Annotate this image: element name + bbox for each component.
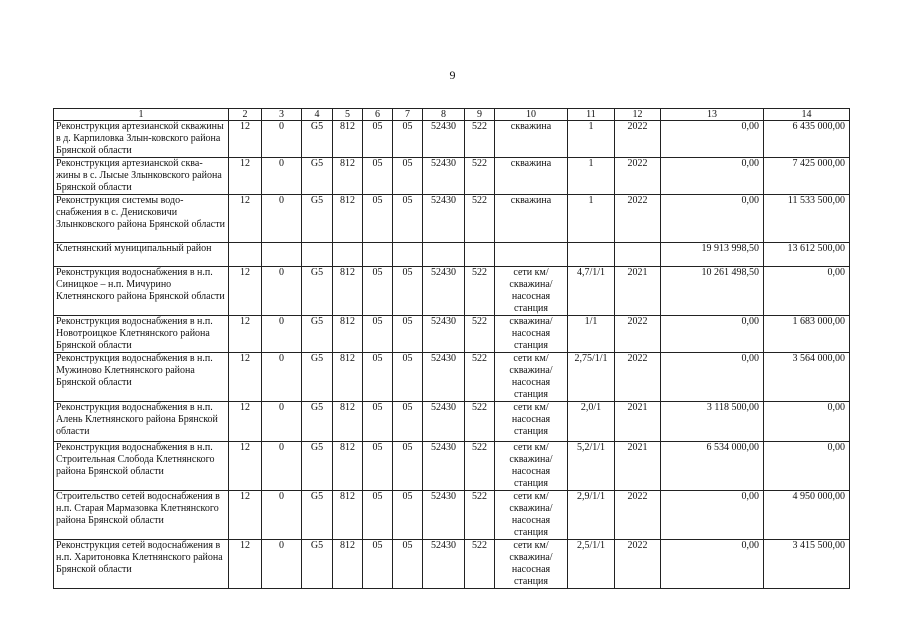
table-row [54,316,850,353]
table-row [54,195,850,243]
cell-code: 522 [465,195,495,243]
cell-code: 52430 [423,316,465,353]
cell-code: 812 [333,121,363,158]
cell-code [393,243,423,267]
table-row [54,402,850,442]
cell-code: 522 [465,442,495,491]
cell-capacity: 1 [568,121,615,158]
cell-capacity: 4,7/1/1 [568,267,615,316]
cell-amount: 7 425 000,00 [764,158,850,195]
cell-code: 12 [229,267,262,316]
cell-capacity [568,243,615,267]
cell-code: 05 [363,267,393,316]
column-header: 4 [302,109,333,121]
cell-code: 05 [393,540,423,589]
cell-code: 812 [333,442,363,491]
cell-code: 0 [262,540,302,589]
cell-code: 52430 [423,353,465,402]
cell-code: 0 [262,267,302,316]
table-row [54,540,850,589]
cell-capacity: 1/1 [568,316,615,353]
column-header: 1 [54,109,229,121]
cell-amount: 4 950 000,00 [764,491,850,540]
cell-amount: 0,00 [661,158,764,195]
cell-capacity: 2,9/1/1 [568,491,615,540]
cell-code: 52430 [423,121,465,158]
cell-unit: скважина/ насосная станция [495,316,568,353]
table-row [54,243,850,267]
column-header: 5 [333,109,363,121]
cell-amount: 0,00 [661,195,764,243]
cell-code [302,243,333,267]
row-name: Реконструкция артезианской сква-жины в с. Лысые Злынковского района Брянской области [54,158,229,195]
cell-code: 522 [465,158,495,195]
cell-code: 812 [333,491,363,540]
column-header: 8 [423,109,465,121]
cell-code: 812 [333,195,363,243]
cell-code: G5 [302,353,333,402]
cell-code: 522 [465,540,495,589]
column-header: 3 [262,109,302,121]
cell-code: 0 [262,442,302,491]
cell-unit [495,243,568,267]
column-header: 12 [615,109,661,121]
table-row [54,442,850,491]
cell-year: 2022 [615,121,661,158]
cell-unit: скважина [495,195,568,243]
row-name: Реконструкция водоснабжения в н.п. Мужиново Клетнянского района Брянской области [54,353,229,402]
cell-code: G5 [302,442,333,491]
column-header: 14 [764,109,850,121]
cell-amount: 6 534 000,00 [661,442,764,491]
row-name: Реконструкция системы водо-снабжения в с. Денисковичи Злынковского района Брянской области [54,195,229,243]
row-name: Реконструкция сетей водоснабжения в н.п. Харитоновка Клетнянского района Брянской области [54,540,229,589]
cell-code: G5 [302,121,333,158]
cell-year: 2022 [615,491,661,540]
cell-unit: сети км/ скважина/ насосная станция [495,353,568,402]
table-row [54,491,850,540]
cell-code: 05 [393,158,423,195]
cell-code: 0 [262,195,302,243]
cell-year: 2022 [615,540,661,589]
cell-code: 0 [262,158,302,195]
row-name: Реконструкция водоснабжения в н.п. Синицкое – н.п. Мичурино Клетнянского района Брянской области [54,267,229,316]
row-name: Клетнянский муниципальный район [54,243,229,267]
cell-year: 2022 [615,195,661,243]
cell-capacity: 2,0/1 [568,402,615,442]
cell-year: 2022 [615,316,661,353]
column-header: 13 [661,109,764,121]
cell-code: 05 [363,540,393,589]
cell-code: 52430 [423,158,465,195]
cell-code: 12 [229,316,262,353]
cell-code: 05 [393,353,423,402]
cell-code: 05 [393,402,423,442]
cell-unit: сети км/ скважина/ насосная станция [495,267,568,316]
cell-unit: сети км/ насосная станция [495,402,568,442]
cell-code: 0 [262,121,302,158]
cell-unit: сети км/ скважина/ насосная станция [495,442,568,491]
cell-unit: скважина [495,158,568,195]
cell-code: G5 [302,402,333,442]
cell-year: 2022 [615,353,661,402]
cell-code: 05 [393,195,423,243]
cell-code: 52430 [423,195,465,243]
cell-unit: сети км/ скважина/ насосная станция [495,491,568,540]
cell-code: 52430 [423,540,465,589]
cell-amount: 6 435 000,00 [764,121,850,158]
cell-code [229,243,262,267]
cell-code: 05 [363,121,393,158]
column-header: 9 [465,109,495,121]
row-name: Строительство сетей водоснабжения в н.п. Старая Мармазовка Клетнянского района Брянской области [54,491,229,540]
cell-code: 05 [363,195,393,243]
cell-capacity: 2,75/1/1 [568,353,615,402]
cell-year: 2022 [615,158,661,195]
cell-code: 522 [465,353,495,402]
cell-year: 2021 [615,267,661,316]
cell-code: 0 [262,402,302,442]
cell-code: 522 [465,402,495,442]
cell-amount: 0,00 [661,316,764,353]
cell-code: 12 [229,402,262,442]
column-header: 2 [229,109,262,121]
cell-amount: 10 261 498,50 [661,267,764,316]
cell-capacity: 2,5/1/1 [568,540,615,589]
cell-code: 0 [262,353,302,402]
cell-code: 0 [262,491,302,540]
cell-code: 05 [363,158,393,195]
cell-code: 812 [333,353,363,402]
cell-amount: 3 118 500,00 [661,402,764,442]
cell-code: 522 [465,491,495,540]
cell-code: G5 [302,195,333,243]
row-name: Реконструкция артезианской скважины в д. Карпиловка Злын-ковского района Брянской области [54,121,229,158]
investment-table [53,108,850,589]
row-name: Реконструкция водоснабжения в н.п. Строительная Слобода Клетнянского района Брянской области [54,442,229,491]
cell-code: 05 [393,267,423,316]
cell-code: 12 [229,158,262,195]
cell-code: 12 [229,491,262,540]
cell-amount: 1 683 000,00 [764,316,850,353]
cell-code: 52430 [423,442,465,491]
column-header: 11 [568,109,615,121]
cell-code: 05 [363,402,393,442]
cell-code: G5 [302,540,333,589]
cell-amount: 0,00 [764,402,850,442]
cell-code [423,243,465,267]
cell-code: 05 [363,316,393,353]
cell-amount: 0,00 [661,540,764,589]
cell-code: 522 [465,121,495,158]
cell-code: 522 [465,267,495,316]
row-name: Реконструкция водоснабжения в н.п. Алень Клетнянского района Брянской области [54,402,229,442]
cell-code: 12 [229,540,262,589]
column-header: 7 [393,109,423,121]
page-number: 9 [449,68,456,82]
cell-amount: 0,00 [661,353,764,402]
table-row [54,121,850,158]
table-row [54,267,850,316]
cell-code: 05 [363,353,393,402]
cell-code: 52430 [423,402,465,442]
cell-code: 812 [333,540,363,589]
cell-code: 812 [333,402,363,442]
cell-year [615,243,661,267]
cell-amount: 0,00 [764,442,850,491]
cell-amount: 11 533 500,00 [764,195,850,243]
cell-code: G5 [302,267,333,316]
cell-code: 05 [393,121,423,158]
cell-code [262,243,302,267]
cell-code: 05 [363,491,393,540]
cell-capacity: 1 [568,195,615,243]
cell-code: G5 [302,491,333,540]
cell-code: 812 [333,267,363,316]
cell-amount: 13 612 500,00 [764,243,850,267]
cell-code: 12 [229,353,262,402]
cell-amount: 0,00 [661,491,764,540]
header-row [54,109,850,121]
cell-amount: 3 415 500,00 [764,540,850,589]
table-row [54,158,850,195]
cell-code: 522 [465,316,495,353]
cell-code: 812 [333,158,363,195]
column-header: 6 [363,109,393,121]
cell-year: 2021 [615,402,661,442]
cell-capacity: 5,2/1/1 [568,442,615,491]
cell-code: G5 [302,316,333,353]
cell-code: 52430 [423,267,465,316]
cell-year: 2021 [615,442,661,491]
cell-code: 812 [333,316,363,353]
cell-amount: 19 913 998,50 [661,243,764,267]
column-header: 10 [495,109,568,121]
cell-amount: 0,00 [661,121,764,158]
cell-code: 05 [363,442,393,491]
cell-code [465,243,495,267]
cell-code: 05 [393,316,423,353]
cell-code: 52430 [423,491,465,540]
cell-code: 12 [229,195,262,243]
cell-amount: 3 564 000,00 [764,353,850,402]
cell-capacity: 1 [568,158,615,195]
cell-unit: сети км/ скважина/ насосная станция [495,540,568,589]
cell-code [363,243,393,267]
cell-code: 0 [262,316,302,353]
cell-code: 12 [229,442,262,491]
cell-unit: скважина [495,121,568,158]
table-row [54,353,850,402]
cell-code: 05 [393,442,423,491]
cell-code: G5 [302,158,333,195]
cell-amount: 0,00 [764,267,850,316]
row-name: Реконструкция водоснабжения в н.п. Новотроицкое Клетнянского района Брянской области [54,316,229,353]
cell-code [333,243,363,267]
cell-code: 05 [393,491,423,540]
cell-code: 12 [229,121,262,158]
